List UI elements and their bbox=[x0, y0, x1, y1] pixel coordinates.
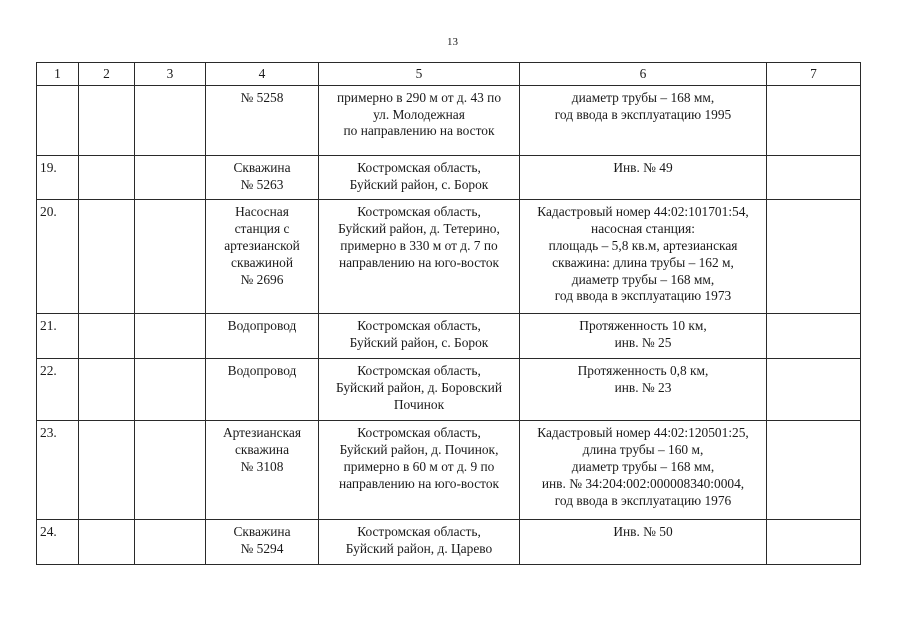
address-cell bbox=[319, 421, 520, 520]
details-cell-line: Инв. № 49 bbox=[613, 159, 673, 175]
header-cell-4: 4 bbox=[206, 63, 319, 86]
address-cell-line: примерно в 330 м от д. 7 по bbox=[340, 237, 498, 253]
address-cell-line: Буйский район, д. Боровский bbox=[335, 380, 503, 396]
column-2-cell bbox=[79, 520, 135, 565]
details-cell-line: год ввода в эксплуатацию 1973 bbox=[554, 288, 732, 304]
address-cell-line: Костромская область, bbox=[357, 363, 481, 379]
address-cell-line: Починок bbox=[393, 396, 445, 412]
row-number-cell: 19. bbox=[37, 155, 79, 200]
object-name-cell bbox=[206, 85, 319, 155]
address-cell-line: Костромская область, bbox=[357, 425, 481, 441]
address-cell-line: Костромская область, bbox=[357, 318, 481, 334]
address-cell-line: примерно в 290 м от д. 43 по bbox=[336, 89, 502, 105]
object-name-cell-line: Водопровод bbox=[227, 363, 297, 379]
object-name-cell-line: № 5258 bbox=[240, 89, 284, 105]
column-3-cell bbox=[135, 200, 206, 314]
object-name-cell-line: Водопровод bbox=[227, 318, 297, 334]
column-3-cell bbox=[135, 314, 206, 359]
column-7-cell bbox=[767, 200, 861, 314]
row-number-cell bbox=[37, 85, 79, 155]
details-cell bbox=[520, 421, 767, 520]
details-cell bbox=[520, 155, 767, 200]
column-2-cell bbox=[79, 359, 135, 421]
property-table bbox=[36, 62, 861, 565]
table-row bbox=[37, 200, 861, 314]
object-name-cell-line: Насосная bbox=[235, 204, 289, 220]
address-cell bbox=[319, 85, 520, 155]
header-cell-2: 2 bbox=[79, 63, 135, 86]
address-cell bbox=[319, 200, 520, 314]
address-cell-line: примерно в 60 м от д. 9 по bbox=[343, 458, 495, 474]
page-number: 13 bbox=[447, 36, 458, 48]
address-cell-line: Костромская область, bbox=[357, 524, 481, 540]
address-cell-line: Буйский район, д. Царево bbox=[345, 541, 493, 557]
object-name-cell-line: артезианской bbox=[224, 237, 300, 253]
column-7-cell bbox=[767, 314, 861, 359]
header-cell-6: 6 bbox=[520, 63, 767, 86]
address-cell-line: Костромская область, bbox=[357, 204, 481, 220]
column-2-cell bbox=[79, 85, 135, 155]
details-cell-line: инв. № 34:204:002:000008340:0004, bbox=[541, 475, 745, 491]
column-2-cell bbox=[79, 421, 135, 520]
object-name-cell-line: скважиной bbox=[231, 254, 293, 270]
header-cell-7: 7 bbox=[767, 63, 861, 86]
object-name-cell bbox=[206, 200, 319, 314]
details-cell-line: площадь – 5,8 кв.м, артезианская bbox=[548, 237, 738, 253]
column-7-cell bbox=[767, 359, 861, 421]
column-7-cell bbox=[767, 85, 861, 155]
address-cell bbox=[319, 314, 520, 359]
table-row bbox=[37, 85, 861, 155]
column-3-cell bbox=[135, 421, 206, 520]
address-cell bbox=[319, 520, 520, 565]
column-3-cell bbox=[135, 155, 206, 200]
address-cell bbox=[319, 155, 520, 200]
table-row bbox=[37, 155, 861, 200]
object-name-cell-line: Скважина bbox=[233, 524, 291, 540]
details-cell bbox=[520, 359, 767, 421]
table-row bbox=[37, 314, 861, 359]
address-cell-line: по направлению на восток bbox=[343, 123, 495, 139]
object-name-cell-line: № 3108 bbox=[240, 458, 284, 474]
details-cell bbox=[520, 520, 767, 565]
object-name-cell bbox=[206, 155, 319, 200]
details-cell-line: Протяженность 10 км, bbox=[579, 318, 707, 334]
table-body bbox=[37, 63, 861, 565]
column-3-cell bbox=[135, 359, 206, 421]
object-name-cell-line: № 5263 bbox=[240, 176, 284, 192]
row-number-cell: 21. bbox=[37, 314, 79, 359]
address-cell bbox=[319, 359, 520, 421]
column-2-cell bbox=[79, 314, 135, 359]
address-cell-line: Буйский район, д. Починок, bbox=[339, 442, 499, 458]
object-name-cell bbox=[206, 421, 319, 520]
details-cell-line: Кадастровый номер 44:02:120501:25, bbox=[537, 425, 749, 441]
header-cell-1: 1 bbox=[37, 63, 79, 86]
table-row bbox=[37, 421, 861, 520]
details-cell-line: инв. № 25 bbox=[614, 335, 672, 351]
details-cell-line: инв. № 23 bbox=[614, 380, 672, 396]
address-cell-line: Буйский район, с. Борок bbox=[349, 176, 489, 192]
details-cell-line: насосная станция: bbox=[591, 221, 695, 237]
row-number-cell: 20. bbox=[37, 200, 79, 314]
row-number-cell: 23. bbox=[37, 421, 79, 520]
address-cell-line: Буйский район, д. Тетерино, bbox=[338, 221, 500, 237]
address-cell-line: направлению на юго-восток bbox=[338, 475, 500, 491]
header-cell-5: 5 bbox=[319, 63, 520, 86]
column-3-cell bbox=[135, 85, 206, 155]
column-7-cell bbox=[767, 520, 861, 565]
column-2-cell bbox=[79, 155, 135, 200]
details-cell-line: Инв. № 50 bbox=[613, 524, 673, 540]
address-cell-line: ул. Молодежная bbox=[373, 106, 465, 122]
header-row bbox=[37, 63, 861, 86]
details-cell-line: Кадастровый номер 44:02:101701:54, bbox=[537, 204, 749, 220]
details-cell-line: диаметр трубы – 168 мм, bbox=[571, 458, 715, 474]
column-2-cell bbox=[79, 200, 135, 314]
object-name-cell-line: станция с bbox=[234, 221, 290, 237]
details-cell bbox=[520, 85, 767, 155]
row-number-cell: 22. bbox=[37, 359, 79, 421]
object-name-cell bbox=[206, 520, 319, 565]
details-cell-line: скважина: длина трубы – 162 м, bbox=[552, 254, 734, 270]
object-name-cell-line: № 2696 bbox=[240, 271, 284, 287]
details-cell bbox=[520, 314, 767, 359]
object-name-cell-line: скважина bbox=[234, 442, 290, 458]
header-cell-3: 3 bbox=[135, 63, 206, 86]
object-name-cell-line: № 5294 bbox=[240, 541, 284, 557]
address-cell-line: Костромская область, bbox=[357, 159, 481, 175]
object-name-cell bbox=[206, 314, 319, 359]
details-cell-line: диаметр трубы – 168 мм, bbox=[571, 89, 715, 105]
details-cell-line: год ввода в эксплуатацию 1995 bbox=[554, 106, 732, 122]
table-row bbox=[37, 359, 861, 421]
address-cell-line: Буйский район, с. Борок bbox=[349, 335, 489, 351]
column-7-cell bbox=[767, 421, 861, 520]
details-cell-line: длина трубы – 160 м, bbox=[582, 442, 704, 458]
row-number-cell: 24. bbox=[37, 520, 79, 565]
column-3-cell bbox=[135, 520, 206, 565]
details-cell-line: Протяженность 0,8 км, bbox=[577, 363, 709, 379]
details-cell-line: диаметр трубы – 168 мм, bbox=[571, 271, 715, 287]
details-cell bbox=[520, 200, 767, 314]
column-7-cell bbox=[767, 155, 861, 200]
details-cell-line: год ввода в эксплуатацию 1976 bbox=[554, 492, 732, 508]
object-name-cell bbox=[206, 359, 319, 421]
object-name-cell-line: Артезианская bbox=[222, 425, 302, 441]
address-cell-line: направлению на юго-восток bbox=[338, 254, 500, 270]
table-row bbox=[37, 520, 861, 565]
object-name-cell-line: Скважина bbox=[233, 159, 291, 175]
